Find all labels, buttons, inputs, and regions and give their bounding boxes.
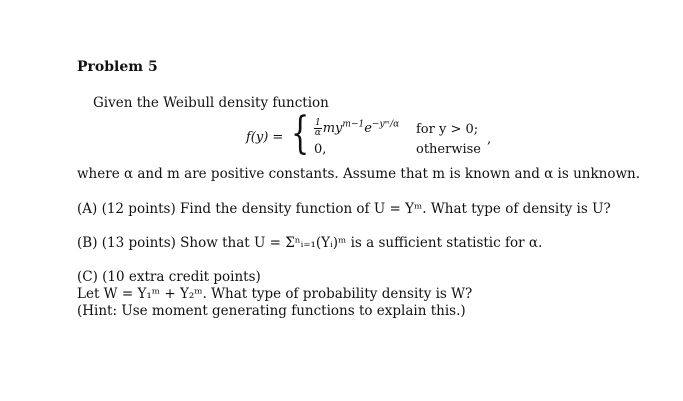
case1-e: e xyxy=(364,121,372,136)
equation-case-1 xyxy=(314,119,399,138)
weibull-density-equation xyxy=(236,108,536,162)
case1-exponent-1: m−1 xyxy=(342,119,365,130)
part-c-question: Let W = Y₁ᵐ + Y₂ᵐ. What type of probability density is W? xyxy=(77,286,473,302)
equation-trailing-comma: , xyxy=(487,132,492,147)
problem-title: Problem 5 xyxy=(77,59,158,75)
equation-brace: { xyxy=(291,108,310,159)
condition-2: otherwise xyxy=(416,142,481,157)
fraction-denominator: α xyxy=(314,128,321,138)
part-b-text: (B) (13 points) Show that U = Σⁿᵢ₌₁(Yᵢ)ᵐ is a sufficient statistic for α. xyxy=(77,235,543,251)
part-c-hint: (Hint: Use moment generating functions to explain this.) xyxy=(77,303,466,319)
case1-exponent-2: −yᵐ/α xyxy=(371,119,400,130)
fraction xyxy=(314,119,322,138)
part-a-text: (A) (12 points) Find the density function of U = Yᵐ. What type of density is U? xyxy=(77,201,611,217)
case1-body: my xyxy=(322,121,343,136)
fraction-numerator: 1 xyxy=(315,118,321,128)
part-c-heading: (C) (10 extra credit points) xyxy=(77,269,261,285)
condition-1: for y > 0; xyxy=(416,122,479,137)
intro-text: Given the Weibull density function xyxy=(93,95,329,111)
equation-lhs: f(y) = xyxy=(246,130,284,145)
where-text: where α and m are positive constants. Assume that m is known and α is unknown. xyxy=(77,166,641,182)
equation-case-2: 0, xyxy=(314,142,327,157)
